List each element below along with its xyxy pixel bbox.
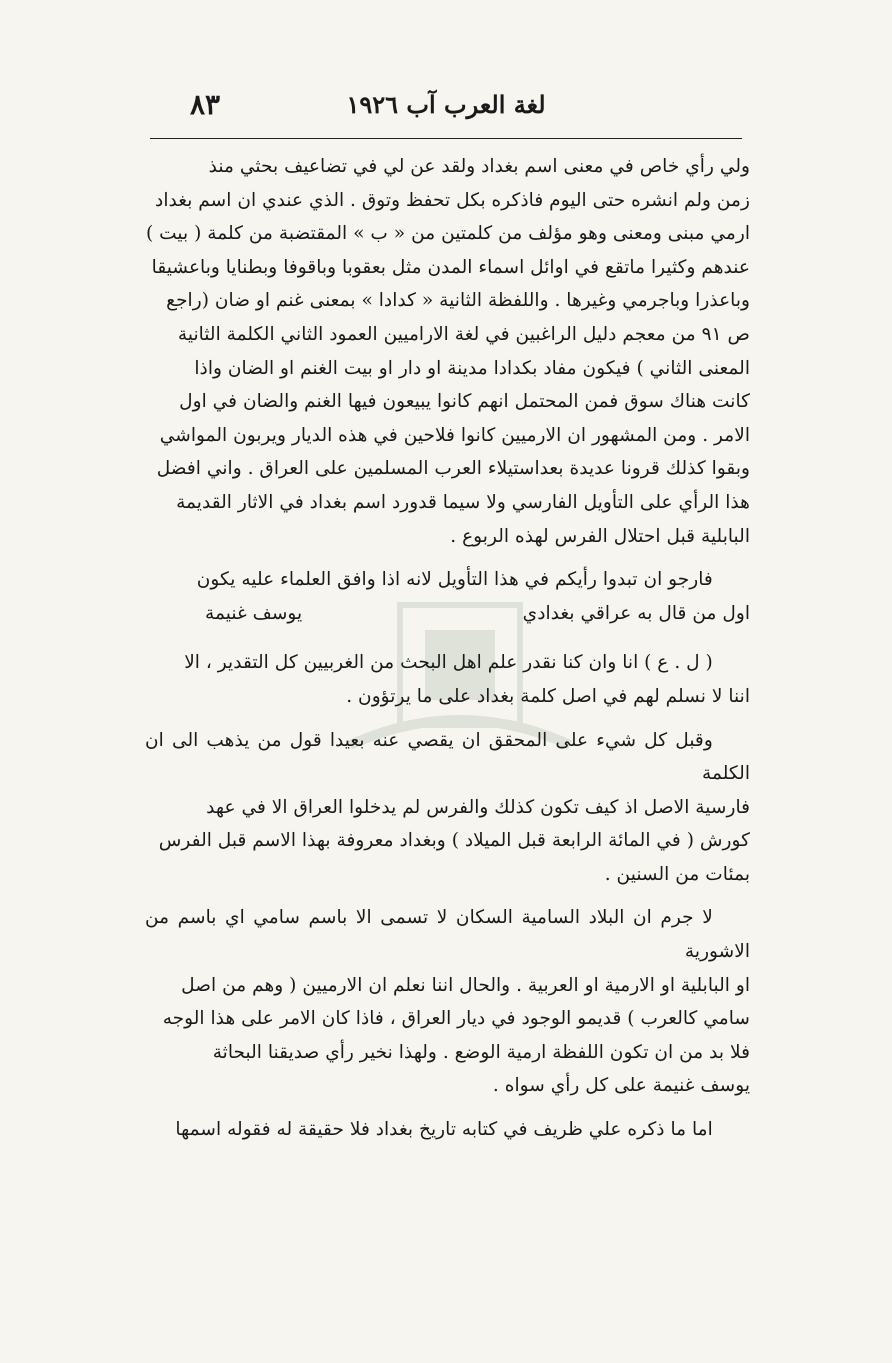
text-line: هذا الرأي على التأويل الفارسي ولا سيما قدورد اسم بغداد في الاثار القديمة: [176, 491, 750, 513]
text-line: ( ل . ع ) انا وان كنا نقدر علم اهل البحث من الغربيين كل التقدير ، الا: [184, 652, 713, 674]
author-signature: يوسف غنيمة: [205, 602, 303, 624]
text-line: ولي رأي خاص في معنى اسم بغداد ولقد عن لي في تضاعيف بحثي منذ: [208, 156, 750, 177]
text-line: لا جرم ان البلاد السامية السكان لا تسمى الا باسم سامي اي باسم من الاشورية: [145, 907, 750, 963]
running-title: لغة العرب آب ١٩٢٦: [346, 90, 546, 119]
text-line: فلا بد من ان تكون اللفظة ارمية الوضع . ولهذا نخير رأي صديقنا البحاثة: [212, 1041, 750, 1063]
text-line: ارمي مبنى ومعنى وهو مؤلف من كلمتين من « ب » المقتضبة من كلمة ( بيت ): [145, 223, 750, 245]
text-line: المعنى الثاني ) فيكون مفاد بكدادا مدينة او دار او بيت الغنم او الضان واذا: [194, 357, 750, 379]
text-line: كانت هناك سوق فمن المحتمل انهم كانوا يبيعون فيها الغنم والضان في اول: [179, 391, 750, 413]
text-line: كورش ( في المائة الرابعة قبل الميلاد ) وبغداد معروفة بهذا الاسم قبل الفرس: [158, 830, 750, 852]
text-line: الامر . ومن المشهور ان الارميين كانوا فلاحين في هذه الديار ويربون المواشي: [159, 424, 750, 446]
text-line: اول من قال به عراقي بغدادي: [522, 602, 750, 624]
text-line: او البابلية او الارمية او العربية . والحال اننا نعلم ان الارميين ( وهم من اصل: [181, 974, 750, 996]
text-line: عندهم وكثيرا ماتقع في اوائل اسماء المدن مثل بعقوبا وباقوفا وبطنايا وباعشيقا: [151, 256, 750, 278]
text-line: زمن ولم انشره حتى اليوم فاذكره بكل تحفظ وتوق . الذي عندي ان اسم بغداد: [155, 189, 750, 211]
page-header: [150, 88, 742, 128]
signature-line: [145, 597, 750, 631]
page-number: ٨٣: [190, 88, 221, 121]
text-line: البابلية قبل احتلال الفرس لهذه الربوع .: [450, 525, 750, 547]
text-line: اننا لا نسلم لهم في اصل كلمة بغداد على ما يرتؤون .: [346, 685, 750, 707]
text-line: يوسف غنيمة على كل رأي سواه .: [492, 1075, 750, 1097]
article-body: [145, 150, 750, 1323]
text-line: وقبل كل شيء على المحقق ان يقصي عنه بعيدا قول من يذهب الى ان الكلمة: [145, 729, 750, 785]
text-line: فارسية الاصل اذ كيف تكون كذلك والفرس لم يدخلوا العراق الا في عهد: [206, 796, 750, 818]
text-line: سامي كالعرب ) قديمو الوجود في ديار العراق ، فاذا كان الامر على هذا الوجه: [162, 1008, 750, 1030]
text-line: ص ٩١ من معجم دليل الراغبين في لغة الاراميين العمود الثاني الكلمة الثانية: [177, 323, 750, 345]
text-line: بمئات من السنين .: [604, 863, 750, 885]
text-line: اما ما ذكره علي ظريف في كتابه تاريخ بغداد فلا حقيقة له فقوله اسمها: [175, 1119, 713, 1141]
header-rule: [150, 138, 742, 139]
text-line: فارجو ان تبدوا رأيكم في هذا التأويل لانه اذا وافق العلماء عليه يكون: [196, 569, 713, 591]
text-line: وباعذرا وباجرمي وغيرها . واللفظة الثانية « كدادا » بمعنى غنم او ضان (راجع: [166, 290, 750, 312]
text-line: وبقوا كذلك قرونا عديدة بعداستيلاء العرب المسلمين على العراق . واني افضل: [156, 458, 750, 480]
